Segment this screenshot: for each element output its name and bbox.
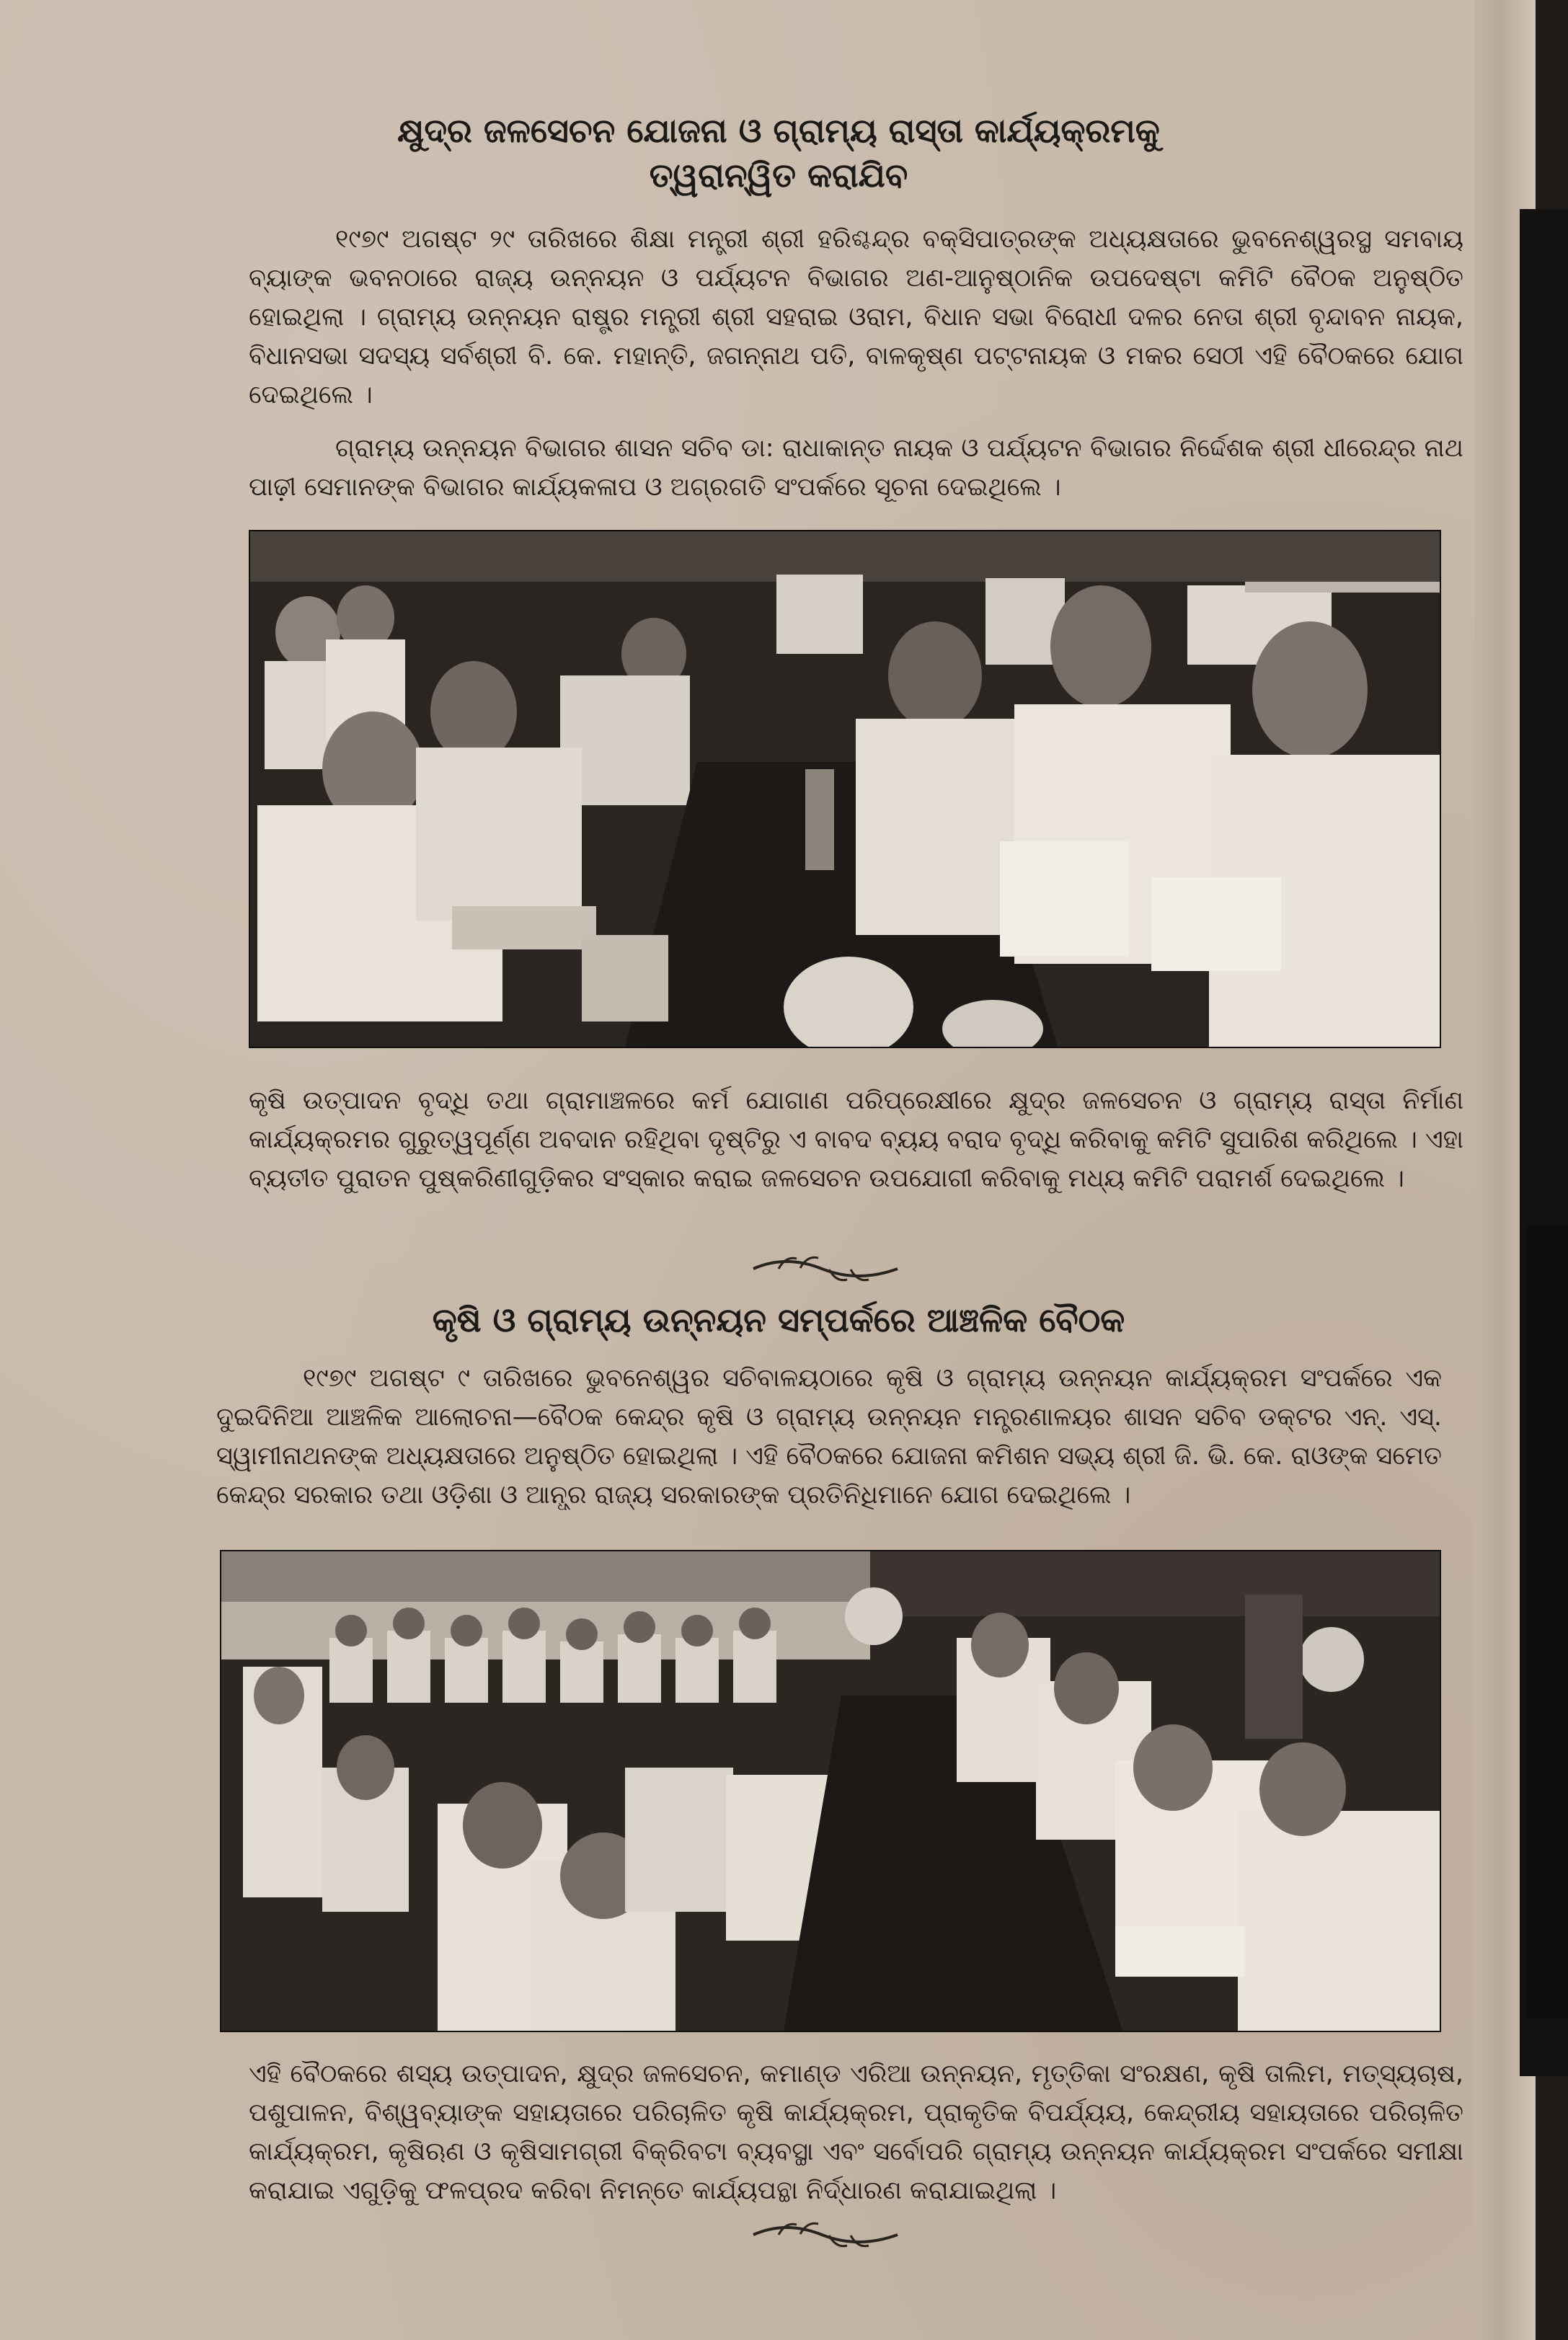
meeting-photo-2-image <box>221 1551 1440 2031</box>
article1-headline-line2: ତ୍ୱରାନ୍ୱିତ କରାଯିବ <box>649 156 908 195</box>
ornament-divider-1 <box>750 1251 901 1287</box>
meeting-photo-1 <box>249 530 1441 1048</box>
article1-headline-line1: କ୍ଷୁଦ୍ର ଜଳସେଚନ ଯୋଜନା ଓ ଗ୍ରାମ୍ୟ ରାସ୍ତା କାର୍ଯ୍ୟକ୍ରମକୁ <box>397 111 1160 150</box>
dark-backing-sheet-lower <box>1527 1226 1568 2018</box>
article2-headline: କୃଷି ଓ ଗ୍ରାମ୍ୟ ଉନ୍ନୟନ ସମ୍ପର୍କରେ ଆଞ୍ଚଳିକ ବୈଠକ <box>432 1300 1125 1339</box>
meeting-photo-2 <box>220 1550 1441 2032</box>
article1-headline <box>238 108 1319 198</box>
article2-paragraph-1: ୧୯୭୯ ଅଗଷ୍ଟ ୯ ତାରିଖରେ ଭୁବନେଶ୍ୱର ସଚିବାଳୟଠାରେ କୃଷି ଓ ଗ୍ରାମ୍ୟ ଉନ୍ନୟନ କାର୍ଯ୍ୟକ୍ରମ ସଂପର୍କରେ ଏକ ଦୁଇଦିନିଆ ଆଞ୍ଚଳିକ ଆଲୋଚନା—ବୈଠକ କେନ୍ଦ୍ର କୃଷି ଓ ଗ୍ରାମ୍ୟ ଉନ୍ନୟନ ମନ୍ତ୍ରଣାଳୟର ଶାସନ ସଚିବ ଡକ୍ଟର ଏନ୍. ଏସ୍. ସ୍ୱାମୀନାଥନଙ୍କ ଅଧ୍ୟକ୍ଷତାରେ ଅନୁଷ୍ଠିତ ହୋଇଥିଲା । ଏହି ବୈଠକରେ ଯୋଜନା କମିଶନ ସଭ୍ୟ ଶ୍ରୀ ଜି. ଭି. କେ. ରାଓଙ୍କ ସମେତ କେନ୍ଦ୍ର ସରକାର ତଥା ଓଡ଼ିଶା ଓ ଆନ୍ଧ୍ର ରାଜ୍ୟ ସରକାରଙ୍କ ପ୍ରତିନିଧିମାନେ ଯୋଗ ଦେଇଥିଲେ । <box>216 1364 1442 1510</box>
article2-caption: ଏହି ବୈଠକରେ ଶସ୍ୟ ଉତ୍ପାଦନ, କ୍ଷୁଦ୍ର ଜଳସେଚନ, କମାଣ୍ଡ ଏରିଆ ଉନ୍ନୟନ, ମୃତ୍ତିକା ସଂରକ୍ଷଣ, କୃଷି ତାଲିମ, ମତ୍ସ୍ୟଚାଷ, ପଶୁପାଳନ, ବିଶ୍ୱବ୍ୟାଙ୍କ ସହାୟତାରେ ପରିଚାଳିତ କୃଷି କାର୍ଯ୍ୟକ୍ରମ, ପ୍ରାକୃତିକ ବିପର୍ଯ୍ୟୟ, କେନ୍ଦ୍ରୀୟ ସହାୟତାରେ ପରିଚାଳିତ କାର୍ଯ୍ୟକ୍ରମ, କୃଷିଋଣ ଓ କୃଷିସାମଗ୍ରୀ ବିକ୍ରିବଟା ବ୍ୟବସ୍ଥା ଏବଂ ସର୍ବୋପରି ଗ୍ରାମ୍ୟ ଉନ୍ନୟନ କାର୍ଯ୍ୟକ୍ରମ ସଂପର୍କରେ ସମୀକ୍ଷା କରାଯାଇ ଏଗୁଡ଼ିକୁ ଫଳପ୍ରଦ କରିବା ନିମନ୍ତେ କାର୍ଯ୍ୟପନ୍ଥା ନିର୍ଦ୍ଧାରଣ କରାଯାଇଥିଲା । <box>249 2060 1463 2205</box>
ornament-divider-2 <box>750 2217 901 2253</box>
article1-caption: କୃଷି ଉତ୍ପାଦନ ବୃଦ୍ଧି ତଥା ଗ୍ରାମାଞ୍ଚଳରେ କର୍ମ ଯୋଗାଣ ପରିପ୍ରେକ୍ଷୀରେ କ୍ଷୁଦ୍ର ଜଳସେଚନ ଓ ଗ୍ରାମ୍ୟ ରାସ୍ତା ନିର୍ମାଣ କାର୍ଯ୍ୟକ୍ରମର ଗୁରୁତ୍ୱପୂର୍ଣ୍ଣ ଅବଦାନ ରହିଥିବା ଦୃଷ୍ଟିରୁ ଏ ବାବଦ ବ୍ୟୟ ବରାଦ ବୃଦ୍ଧି କରିବାକୁ କମିଟି ସୁପାରିଶ କରିଥିଲେ । ଏହା ବ୍ୟତୀତ ପୁରାତନ ପୁଷ୍କରିଣୀଗୁଡ଼ିକର ସଂସ୍କାର କରାଇ ଜଳସେଚନ ଉପଯୋଗୀ କରିବାକୁ ମଧ୍ୟ କମିଟି ପରାମର୍ଶ ଦେଇଥିଲେ । <box>249 1086 1463 1193</box>
article1-paragraph-2: ଗ୍ରାମ୍ୟ ଉନ୍ନୟନ ବିଭାଗର ଶାସନ ସଚିବ ଡା: ରାଧାକାନ୍ତ ନାୟକ ଓ ପର୍ଯ୍ୟଟନ ବିଭାଗର ନିର୍ଦ୍ଦେଶକ ଶ୍ରୀ ଧୀରେନ୍ଦ୍ର ନାଥ ପାଢ଼ୀ ସେମାନଙ୍କ ବିଭାଗର କାର୍ଯ୍ୟକଳାପ ଓ ଅଗ୍ରଗତି ସଂପର୍କରେ ସୂଚନା ଦେଇଥିଲେ । <box>249 434 1463 502</box>
meeting-photo-1-image <box>250 531 1440 1047</box>
article1-paragraph-1: ୧୯୭୯ ଅଗଷ୍ଟ ୨୯ ତାରିଖରେ ଶିକ୍ଷା ମନ୍ତ୍ରୀ ଶ୍ରୀ ହରିଶ୍ଚନ୍ଦ୍ର ବକ୍ସିପାତ୍ରଙ୍କ ଅଧ୍ୟକ୍ଷତାରେ ଭୁବନେଶ୍ୱରସ୍ଥ ସମବାୟ ବ୍ୟାଙ୍କ ଭବନଠାରେ ରାଜ୍ୟ ଉନ୍ନୟନ ଓ ପର୍ଯ୍ୟଟନ ବିଭାଗର ଅଣ-ଆନୁଷ୍ଠାନିକ ଉପଦେଷ୍ଟା କମିଟି ବୈଠକ ଅନୁଷ୍ଠିତ ହୋଇଥିଲା । ଗ୍ରାମ୍ୟ ଉନ୍ନୟନ ରାଷ୍ଟ୍ର ମନ୍ତ୍ରୀ ଶ୍ରୀ ସହରାଇ ଓରାମ, ବିଧାନ ସଭା ବିରୋଧୀ ଦଳର ନେତା ଶ୍ରୀ ବୃନ୍ଦାବନ ନାୟକ, ବିଧାନସଭା ସଦସ୍ୟ ସର୍ବଶ୍ରୀ ବି. କେ. ମହାନ୍ତି, ଜଗନ୍ନାଥ ପତି, ବାଳକୃଷ୍ଣ ପଟ୍ଟନାୟକ ଓ ମକର ସେଠୀ ଏହି ବୈଠକରେ ଯୋଗ ଦେଇଥିଲେ । <box>249 225 1463 409</box>
